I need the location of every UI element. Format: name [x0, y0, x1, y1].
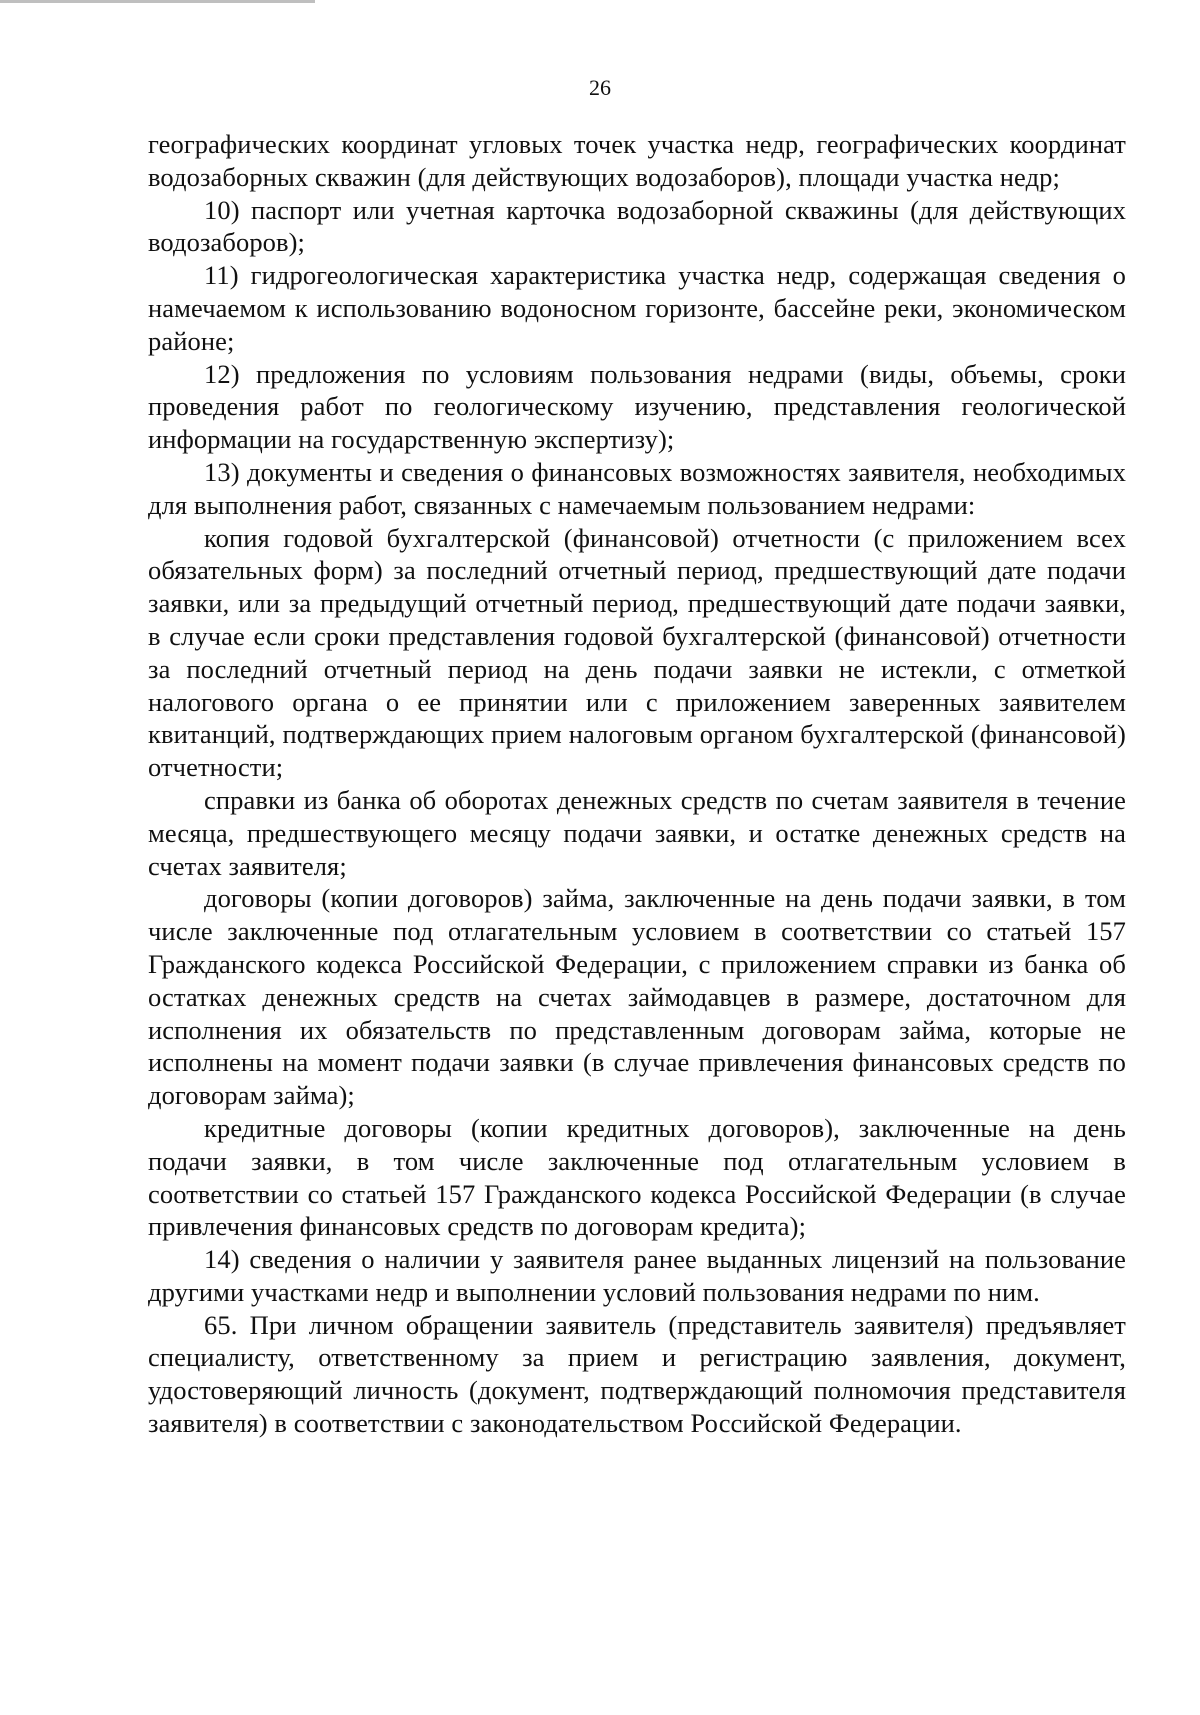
paragraph-loan-agreements: договоры (копии договоров) займа, заключенные на день подачи заявки, в том числе заключенные под отлагательным условием в соответствии со статьей 157 Гражданского кодекса Российской Федерации, с приложением справки из банка об остатках денежных средств на счетах займодавцев в размере, достаточном для исполнения их обязательств по представленным договорам займа, которые не исполнены на момент подачи заявки (в случае привлечения финансовых средств по договорам займа);	[148, 883, 1126, 1111]
paragraph-bank-certificates: справки из банка об оборотах денежных средств по счетам заявителя в течение месяца, предшествующего месяцу подачи заявки, и остатке денежных средств на счетах заявителя;	[148, 784, 1126, 881]
document-body	[148, 128, 1126, 1440]
paragraph-item-12: 12) предложения по условиям пользования недрами (виды, объемы, сроки проведения работ по геологическому изучению, представления геологической информации на государственную экспертизу);	[148, 358, 1126, 455]
paragraph-item-11: 11) гидрогеологическая характеристика участка недр, содержащая сведения о намечаемом к использованию водоносном горизонте, бассейне реки, экономическом районе;	[148, 260, 1126, 356]
scan-top-edge	[0, 0, 315, 3]
paragraph-item-14: 14) сведения о наличии у заявителя ранее выданных лицензий на пользование другими участками недр и выполнении условий пользования недрами по ним.	[148, 1244, 1126, 1307]
paragraph-credit-agreements: кредитные договоры (копии кредитных договоров), заключенные на день подачи заявки, в том числе заключенные под отлагательным условием в соответствии со статьей 157 Гражданского кодекса Российской Федерации (в случае привлечения финансовых средств по договорам кредита);	[148, 1112, 1126, 1242]
page-number: 26	[589, 75, 611, 100]
paragraph-item-10: 10) паспорт или учетная карточка водозаборной скважины (для действующих водозаборов);	[148, 194, 1126, 258]
paragraph-section-65: 65. При личном обращении заявитель (представитель заявителя) предъявляет специалисту, ответственному за прием и регистрацию заявления, документ, удостоверяющий личность (документ, подтверждающий полномочия представителя заявителя) в соответствии с законодательством Российской Федерации.	[148, 1309, 1126, 1439]
paragraph-item-13: 13) документы и сведения о финансовых возможностях заявителя, необходимых для выполнения работ, связанных с намечаемым пользованием недрами:	[148, 456, 1126, 520]
paragraph-continuation: географических координат угловых точек участка недр, географических координат водозаборных скважин (для действующих водозаборов), площади участка недр;	[148, 129, 1126, 192]
paragraph-financial-statements: копия годовой бухгалтерской (финансовой) отчетности (с приложением всех обязательных форм) за последний отчетный период, предшествующий дате подачи заявки, или за предыдущий отчетный период, предшествующий дате подачи заявки, в случае если сроки представления годовой бухгалтерской (финансовой) отчетности за последний отчетный период на день подачи заявки не истекли, с отметкой налогового органа о ее принятии или с приложением заверенных заявителем квитанций, подтверждающих прием налоговым органом бухгалтерской (финансовой) отчетности;	[148, 522, 1126, 783]
